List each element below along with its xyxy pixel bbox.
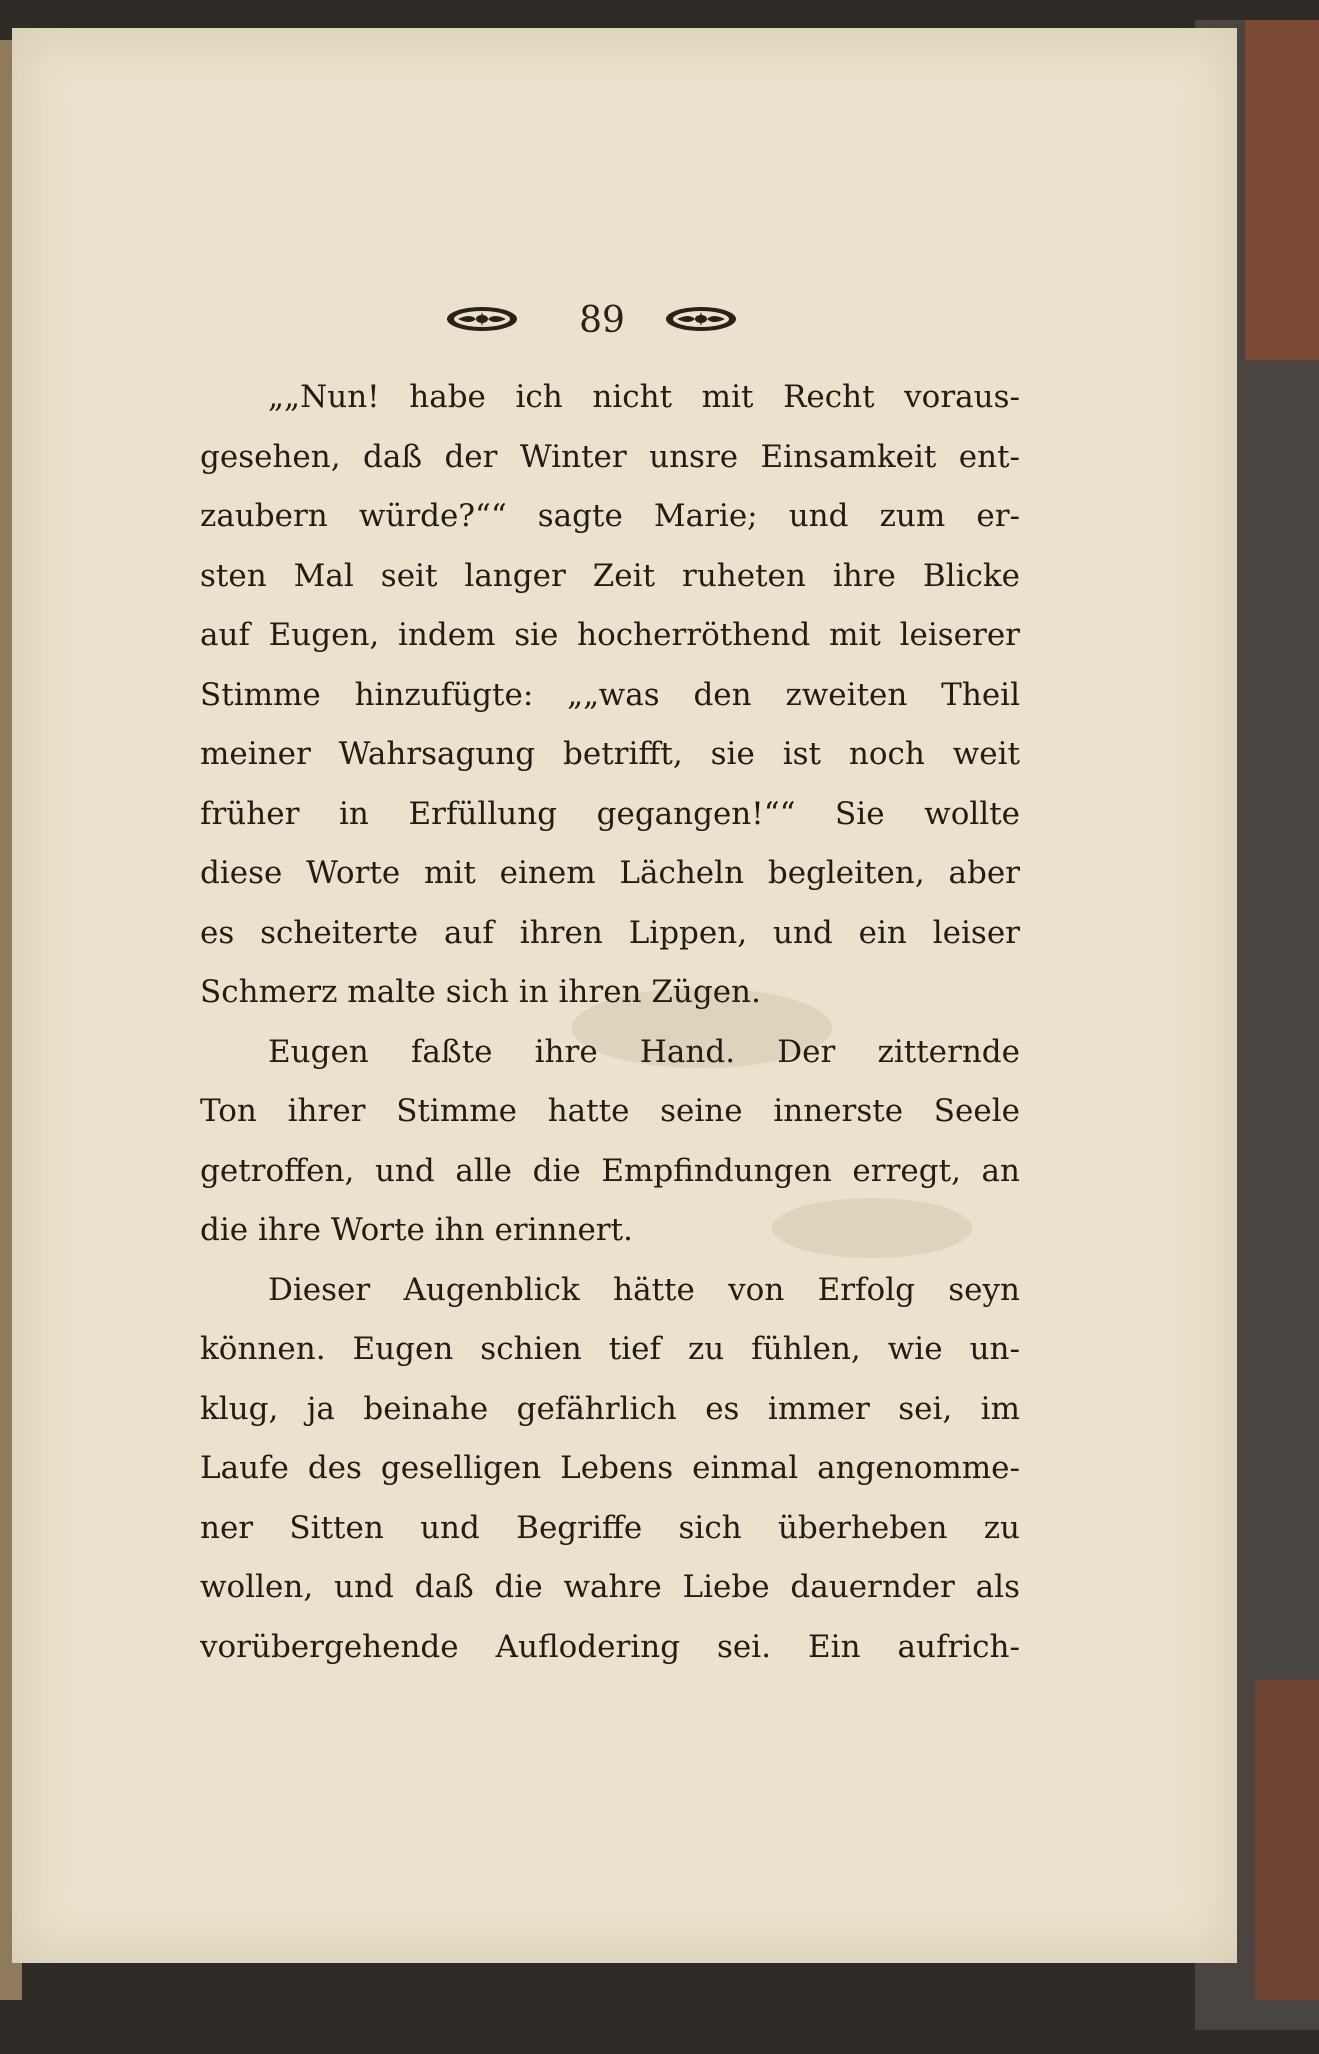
text-line: wollen, und daß die wahre Liebe dauernder als xyxy=(200,1569,1020,1605)
book-cover-leather-bottom xyxy=(1255,1680,1319,2000)
text-line: ner Sitten und Begriffe sich überheben zu xyxy=(200,1509,1020,1546)
text-line: Ton ihrer Stimme hatte seine innerste Seele xyxy=(200,1093,1020,1129)
book-cover-leather-top xyxy=(1245,20,1319,360)
text-line: früher in Erfüllung gegangen!““ Sie wollte xyxy=(200,795,1020,832)
page-number: 89 xyxy=(579,300,625,341)
text-line: Laufe des geselligen Lebens einmal angenomme- xyxy=(200,1450,1020,1486)
text-line: „„Nun! habe ich nicht mit Recht voraus- xyxy=(268,379,1020,415)
text-line: Stimme hinzufügte: „„was den zweiten Theil xyxy=(200,676,1020,713)
book-page xyxy=(12,28,1237,1963)
text-line: Dieser Augenblick hätte von Erfolg seyn xyxy=(268,1271,1020,1308)
text-line: gesehen, daß der Winter unsre Einsamkeit ent- xyxy=(200,438,1020,475)
text-line: auf Eugen, indem sie hocherröthend mit leiserer xyxy=(200,617,1020,653)
ornament-rosette-icon xyxy=(445,304,519,334)
text-line: diese Worte mit einem Lächeln begleiten, aber xyxy=(200,855,1020,891)
text-line: Eugen faßte ihre Hand. Der zitternde xyxy=(268,1033,1020,1070)
text-line: vorübergehende Auflodering sei. Ein aufrich- xyxy=(200,1628,1020,1665)
text-line: getroffen, und alle die Empfindungen erregt, an xyxy=(200,1152,1020,1189)
text-line: sten Mal seit langer Zeit ruheten ihre Blicke xyxy=(200,557,1020,594)
ornament-rosette-icon xyxy=(664,304,738,334)
text-line: Schmerz malte sich in ihren Zügen. xyxy=(200,974,761,1010)
text-line: können. Eugen schien tief zu fühlen, wie un- xyxy=(200,1331,1020,1367)
text-line: die ihre Worte ihn erinnert. xyxy=(200,1212,633,1248)
text-line: zaubern würde?““ sagte Marie; und zum er- xyxy=(200,498,1020,534)
text-line: es scheiterte auf ihren Lippen, und ein leiser xyxy=(200,914,1020,951)
text-line: meiner Wahrsagung betrifft, sie ist noch weit xyxy=(200,736,1020,772)
text-line: klug, ja beinahe gefährlich es immer sei, im xyxy=(200,1390,1020,1427)
page-header xyxy=(12,300,1237,350)
page-body-text xyxy=(200,368,1020,1677)
